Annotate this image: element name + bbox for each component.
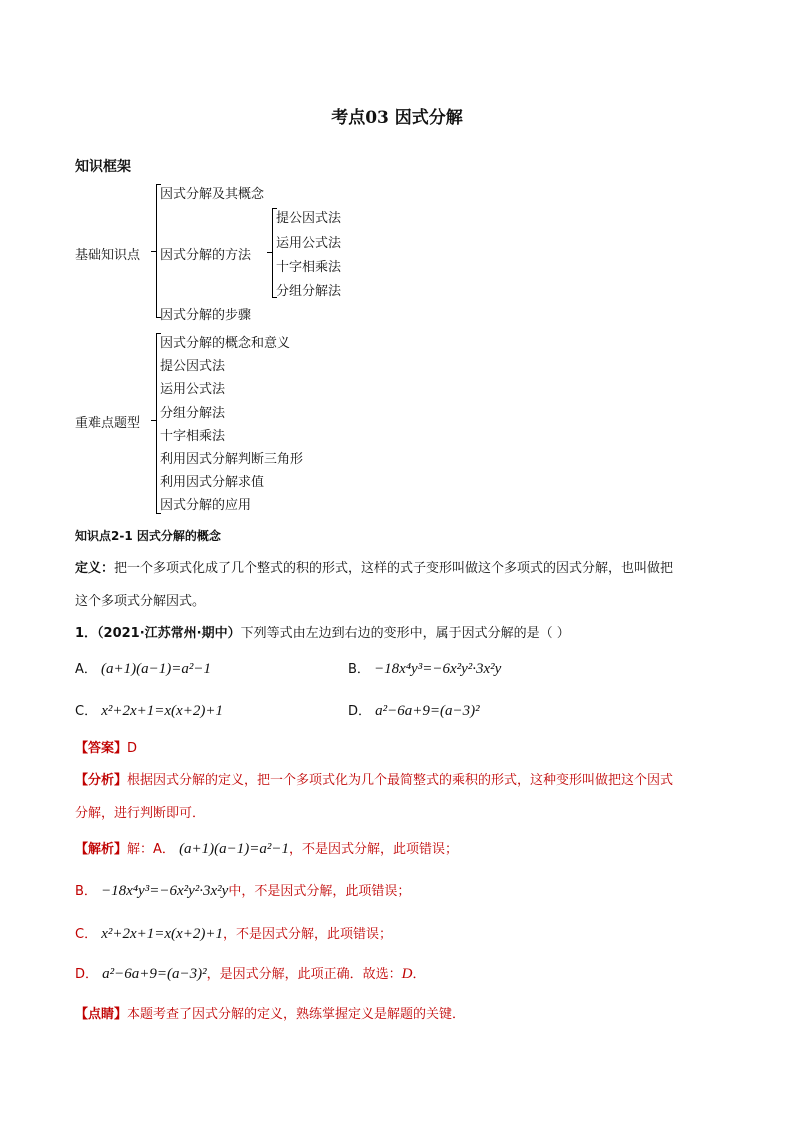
solution-a-prefix: 解：A． xyxy=(127,842,175,857)
option-a-expr: (a+1)(a−1)=a²−1 xyxy=(101,661,212,677)
method-item-1: 提公因式法 xyxy=(276,211,342,226)
method-item-3: 十字相乘法 xyxy=(276,260,342,275)
basic-brace-tip xyxy=(151,251,156,252)
basic-label: 基础知识点 xyxy=(75,248,141,263)
option-a-label: A． xyxy=(75,662,97,677)
basic-item-3: 因式分解的步骤 xyxy=(160,308,252,323)
key-item-2: 提公因式法 xyxy=(160,359,226,374)
option-d-expr: a²−6a+9=(a−3)² xyxy=(375,703,480,719)
key-item-1: 因式分解的概念和意义 xyxy=(160,336,291,351)
option-d xyxy=(348,700,480,720)
solution-d-expr: a²−6a+9=(a−3)² xyxy=(102,966,207,982)
solution-b-text: 中，不是因式分解，此项错误； xyxy=(228,884,411,899)
answer-line xyxy=(75,737,137,756)
solution-line-d xyxy=(75,963,426,983)
key-item-3: 运用公式法 xyxy=(160,382,226,397)
definition-label: 定义： xyxy=(75,561,115,576)
analysis-line-2: 分解，进行判断即可． xyxy=(75,806,206,821)
basic-brace xyxy=(156,184,157,318)
option-a xyxy=(75,658,211,678)
analysis-tag: 【分析】 xyxy=(75,773,128,788)
definition-text: 把一个多项式化成了几个整式的积的形式，这样的式子变形叫做这个多项式的因式分解，也叫做把 xyxy=(114,561,674,576)
basic-item-2: 因式分解的方法 xyxy=(160,248,252,263)
analysis-text-1: 根据因式分解的定义，把一个多项式化为几个最简整式的乘积的形式，这种变形叫做把这个因式 xyxy=(127,773,674,788)
question-stem xyxy=(75,622,570,641)
definition-line-2: 这个多项式分解因式。 xyxy=(75,594,206,609)
option-b-label: B． xyxy=(348,662,370,677)
method-item-4: 分组分解法 xyxy=(276,284,342,299)
analysis-line-1 xyxy=(75,769,673,788)
framework-heading: 知识框架 xyxy=(75,159,131,175)
question-text: 下列等式由左边到右边的变形中，属于因式分解的是（ ） xyxy=(240,626,570,641)
solution-d-choice: D xyxy=(401,966,413,982)
solution-c-text: ，不是因式分解，此项错误； xyxy=(222,927,392,942)
key-item-6: 利用因式分解判断三角形 xyxy=(160,452,304,467)
key-item-5: 十字相乘法 xyxy=(160,429,226,444)
option-b-expr: −18x⁴y³=−6x²y²·3x²y xyxy=(374,661,502,677)
key-brace xyxy=(156,333,157,514)
method-item-2: 运用公式法 xyxy=(276,236,342,251)
key-label: 重难点题型 xyxy=(75,416,141,431)
option-c-label: C． xyxy=(75,704,98,719)
methods-brace-tip xyxy=(267,252,272,253)
solution-line-b xyxy=(75,880,410,900)
key-item-8: 因式分解的应用 xyxy=(160,498,252,513)
page-title: 考点03 因式分解 xyxy=(331,108,463,128)
comment-line xyxy=(75,1003,465,1022)
comment-text: 本题考查了因式分解的定义，熟练掌握定义是解题的关键． xyxy=(127,1007,466,1022)
option-c-expr: x²+2x+1=x(x+2)+1 xyxy=(101,703,223,719)
option-d-label: D． xyxy=(348,704,372,719)
option-c xyxy=(75,700,223,720)
key-item-7: 利用因式分解求值 xyxy=(160,475,265,490)
solution-d-prefix: D． xyxy=(75,967,99,982)
solution-a-text: ，不是因式分解，此项错误； xyxy=(289,842,459,857)
key-brace-tip xyxy=(151,420,156,421)
answer-value: D xyxy=(127,741,138,756)
solution-b-prefix: B． xyxy=(75,884,97,899)
comment-tag: 【点睛】 xyxy=(75,1007,128,1022)
solution-b-expr: −18x⁴y³=−6x²y²·3x²y xyxy=(101,883,229,899)
question-source: （2021·江苏常州·期中） xyxy=(97,626,241,641)
option-b xyxy=(348,658,501,678)
answer-tag: 【答案】 xyxy=(75,741,128,756)
methods-brace xyxy=(272,208,273,298)
solution-line-a xyxy=(75,838,458,858)
solution-a-expr: (a+1)(a−1)=a²−1 xyxy=(179,841,290,857)
definition-line-1 xyxy=(75,557,673,576)
key-item-4: 分组分解法 xyxy=(160,406,226,421)
solution-line-c xyxy=(75,923,392,943)
basic-item-1: 因式分解及其概念 xyxy=(160,187,265,202)
solution-c-expr: x²+2x+1=x(x+2)+1 xyxy=(101,926,223,942)
section-heading: 知识点2-1 因式分解的概念 xyxy=(75,529,221,543)
solution-tag: 【解析】 xyxy=(75,842,128,857)
solution-c-prefix: C． xyxy=(75,927,98,942)
question-number: 1． xyxy=(75,626,98,641)
solution-d-end: ． xyxy=(412,967,426,982)
solution-d-text: ，是因式分解，此项正确．故选： xyxy=(206,967,402,982)
